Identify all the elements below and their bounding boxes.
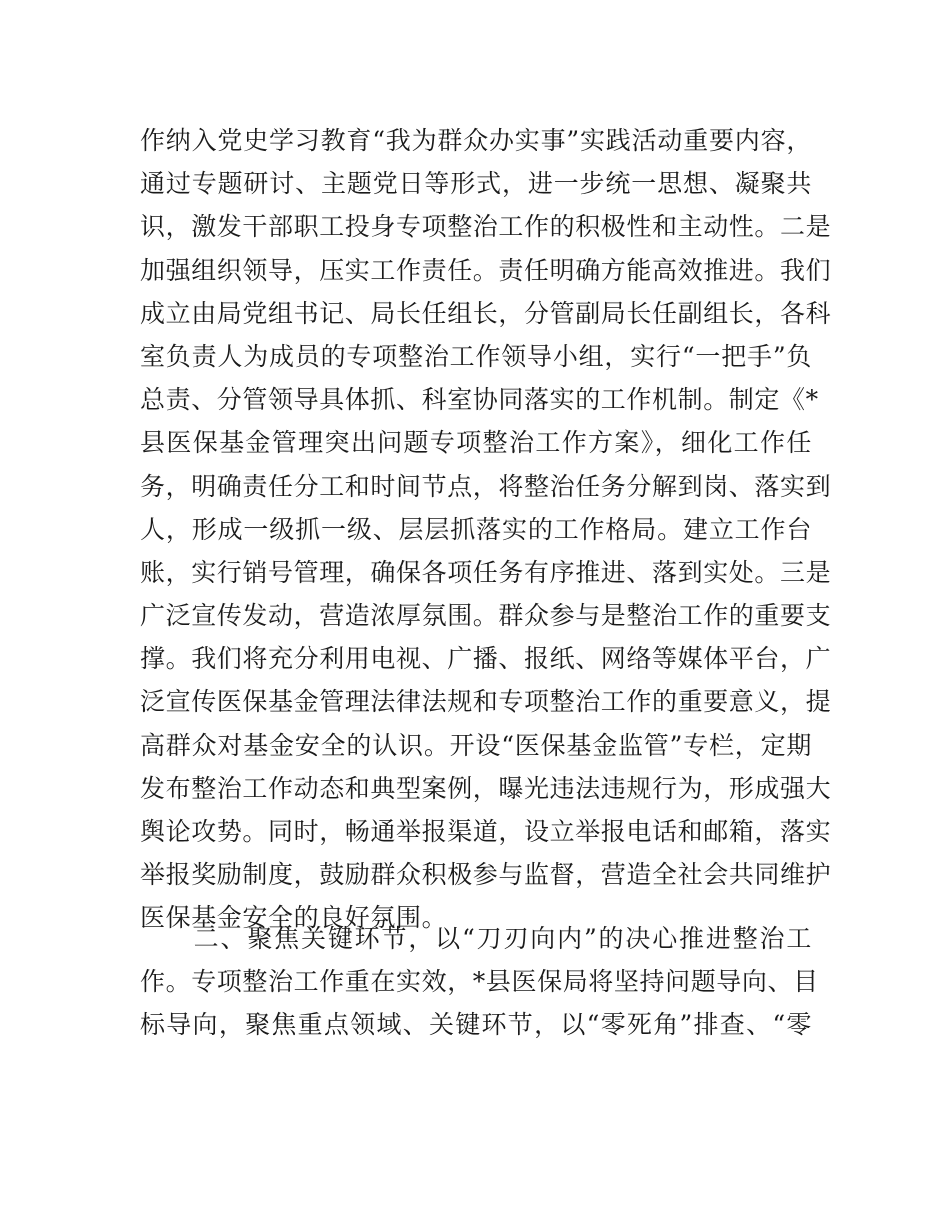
paragraph-line: 撑。我们将充分利用电视、广播、报纸、网络等媒体平台，广 [140,644,832,674]
paragraph-line: 发布整治工作动态和典型案例，曝光违法违规行为，形成强大 [140,773,832,803]
paragraph-line: 加强组织领导，压实工作责任。责任明确方能高效推进。我们 [140,255,832,285]
paragraph-line: 泛宣传医保基金管理法律法规和专项整治工作的重要意义，提 [140,687,832,717]
paragraph-line: 高群众对基金安全的认识。开设“医保基金监管”专栏，定期 [140,730,812,760]
paragraph-line: 县医保基金管理突出问题专项整治工作方案》，细化工作任 [140,428,812,458]
paragraph-line: 舆论攻势。同时，畅通举报渠道，设立举报电话和邮箱，落实 [140,817,832,846]
paragraph-line: 标导向，聚焦重点领域、关键环节，以“零死角”排查、“零 [140,1010,812,1040]
paragraph-1 [140,119,832,940]
paragraph-line: 作纳入党史学习教育“我为群众办实事”实践活动重要内容， [140,126,812,155]
paragraph-line: 总责、分管领导具体抓、科室协同落实的工作机制。制定《* [140,385,819,415]
paragraph-line: 作。专项整治工作重在实效，*县医保局将坚持问题导向、目 [140,967,819,997]
paragraph-line: 举报奖励制度，鼓励群众积极参与监督，营造全社会共同维护 [140,860,832,890]
paragraph-2 [140,917,819,1047]
paragraph-line: 医保基金安全的良好氛围。 [140,903,448,933]
paragraph-line: 室负责人为成员的专项整治工作领导小组，实行“一把手”负 [140,341,812,371]
paragraph-line: 账，实行销号管理，确保各项任务有序推进、落到实处。三是 [140,557,832,587]
paragraph-line: 二、聚焦关键环节，以“刀刃向内”的决心推进整治工 [140,924,812,953]
paragraph-line: 人，形成一级抓一级、层层抓落实的工作格局。建立工作台 [140,514,812,544]
paragraph-line: 成立由局党组书记、局长任组长，分管副局长任副组长，各科 [140,298,832,328]
paragraph-line: 通过专题研讨、主题党日等形式，进一步统一思想、凝聚共 [140,169,812,199]
paragraph-line: 务，明确责任分工和时间节点，将整治任务分解到岗、落实到 [140,471,832,501]
paragraph-line: 广泛宣传发动，营造浓厚氛围。群众参与是整治工作的重要支 [140,601,832,631]
paragraph-line: 识，激发干部职工投身专项整治工作的积极性和主动性。二是 [140,212,832,242]
